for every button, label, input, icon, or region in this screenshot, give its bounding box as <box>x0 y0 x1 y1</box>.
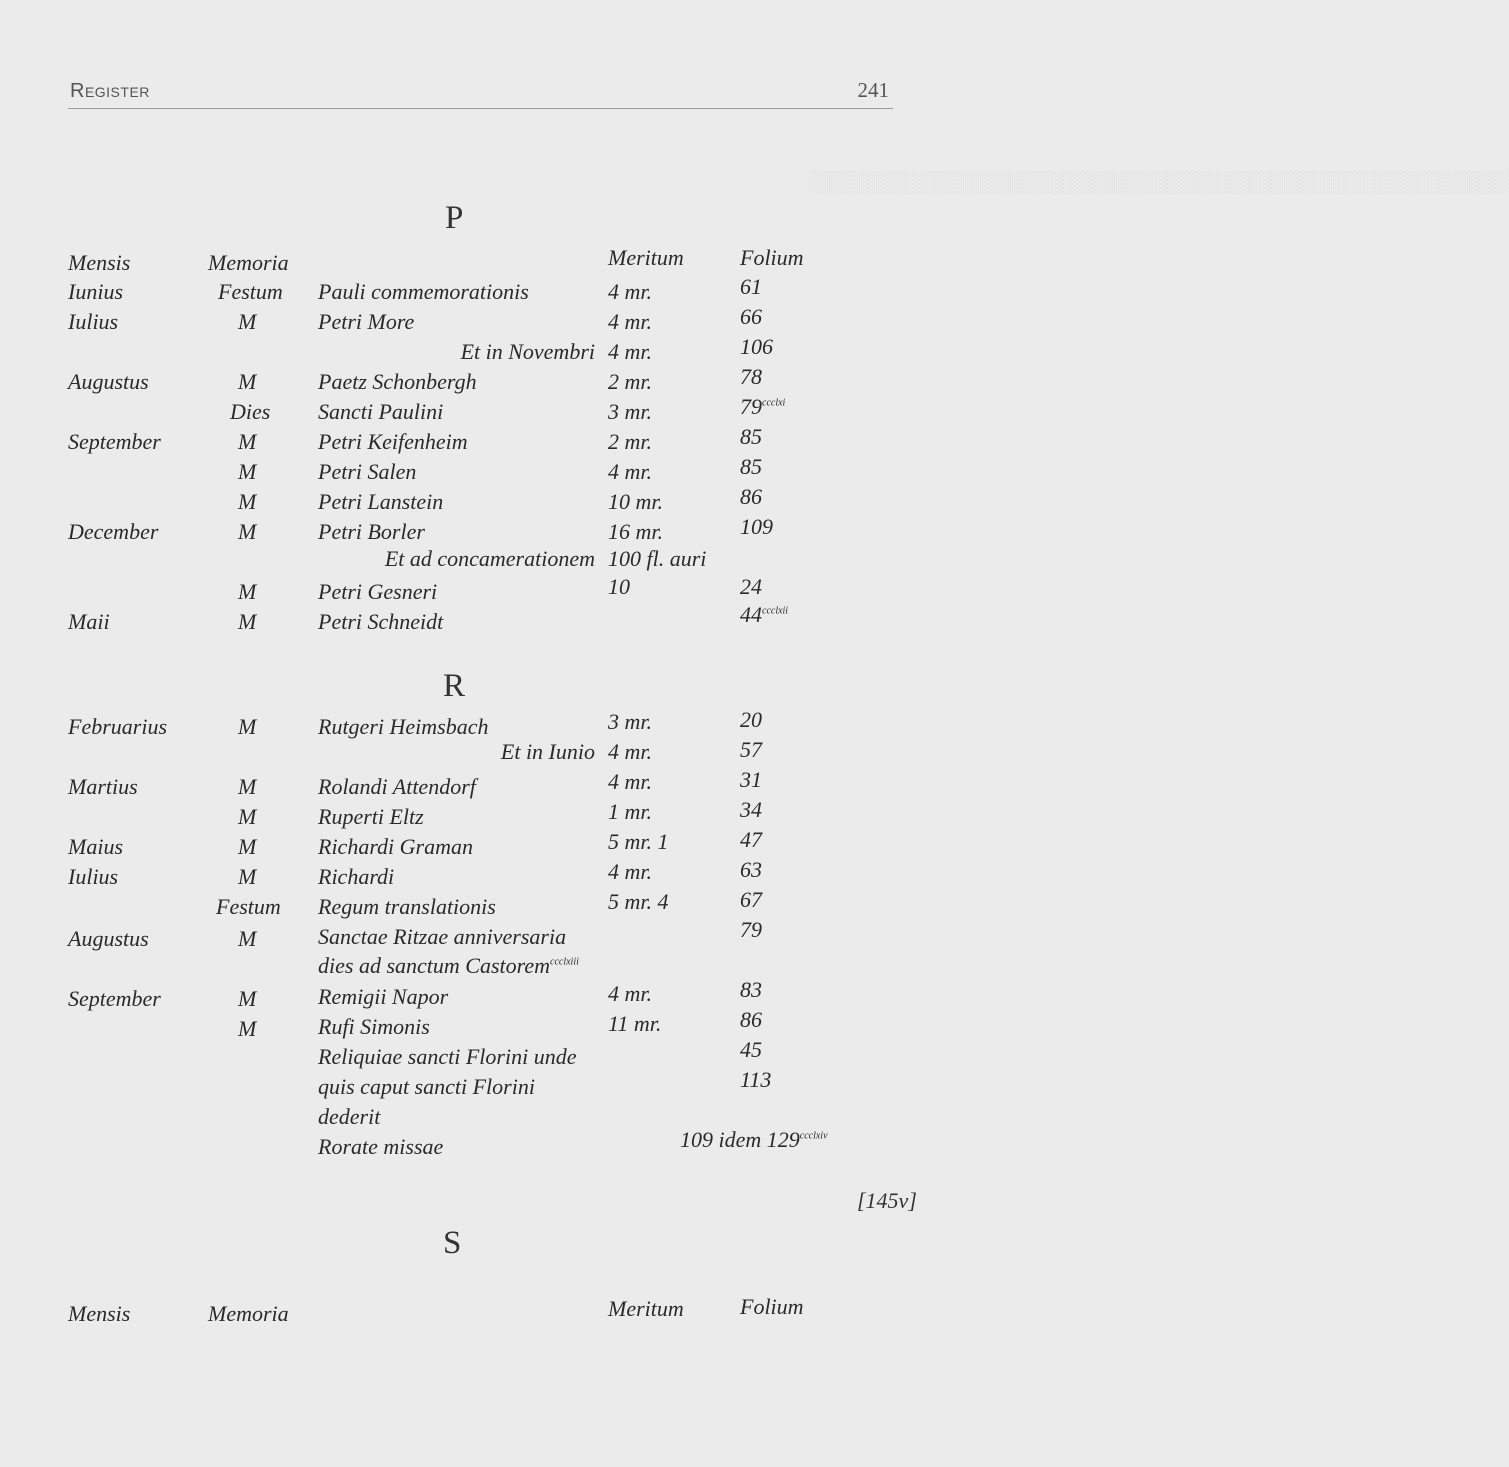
row-name: Et in Novembri <box>460 339 595 364</box>
row-memoria: M <box>238 774 257 799</box>
row-name: Sanctae Ritzae anniversaria <box>318 924 567 949</box>
row-meritum: 1 mr. <box>608 799 653 824</box>
row-folium: 83 <box>740 977 762 1002</box>
section-letter-p: P <box>445 200 464 236</box>
running-head-title: Register <box>70 80 150 102</box>
row-name: dederit <box>318 1104 381 1129</box>
row-mensis: September <box>68 429 161 454</box>
row-meritum: 4 mr. <box>608 459 653 484</box>
column-header-mensis: Mensis <box>68 250 131 275</box>
row-memoria: M <box>238 926 257 951</box>
row-folium: 109 idem $129^{ccclxiv}$ <box>680 1127 828 1152</box>
column-header-memoria: Memoria <box>208 1301 289 1326</box>
row-folium: 61 <box>740 274 762 299</box>
row-folium: 66 <box>740 304 762 329</box>
row-name: Richardi <box>318 864 395 889</box>
row-memoria: M <box>238 459 257 484</box>
column-header-folium: Folium <box>740 1294 804 1319</box>
row-meritum: 5 mr. 1 <box>608 829 669 854</box>
row-name: Petri Borler <box>318 519 425 544</box>
row-memoria: M <box>238 714 257 739</box>
row-folium: 79 <box>740 917 762 942</box>
row-name: quis caput sancti Florini <box>318 1074 535 1099</box>
row-name: Reliquiae sancti Florini unde <box>318 1044 577 1069</box>
row-folium: 57 <box>740 737 762 762</box>
row-meritum: 100 fl. auri <box>608 546 707 571</box>
footnote-marker: ccclxiii <box>550 956 579 968</box>
row-memoria: M <box>238 429 257 454</box>
row-mensis: Augustus <box>68 926 149 951</box>
row-folium: 67 <box>740 887 762 912</box>
row-folium: 106 <box>740 334 773 359</box>
row-meritum: 2 mr. <box>608 369 653 394</box>
row-memoria: M <box>238 864 257 889</box>
row-meritum: 4 mr. <box>608 769 653 794</box>
bleed-through-text: ░░░░░░░░░░░░░░░░░░░░░░░░░░░░░░░░░░░░░░░░░░░░░░░ <box>810 170 1509 194</box>
row-meritum: 4 mr. <box>608 279 653 304</box>
row-name: Petri Salen <box>318 459 417 484</box>
footnote-marker: ccclxiv <box>799 1130 828 1142</box>
column-header-meritum: Meritum <box>608 245 684 270</box>
column-header-mensis: Mensis <box>68 1301 131 1326</box>
row-mensis: Augustus <box>68 369 149 394</box>
row-folium: 85 <box>740 424 762 449</box>
row-mensis: Maius <box>68 834 123 859</box>
row-meritum: 4 mr. <box>608 981 653 1006</box>
row-mensis: Iunius <box>68 279 123 304</box>
row-meritum: 10 mr. <box>608 489 664 514</box>
row-name: Petri Gesneri <box>318 579 438 604</box>
column-header-folium: Folium <box>740 245 804 270</box>
row-folium: 86 <box>740 1007 762 1032</box>
row-meritum: 10 <box>608 574 630 599</box>
row-folium: 34 <box>740 797 762 822</box>
row-meritum: 2 mr. <box>608 429 653 454</box>
row-memoria: M <box>238 804 257 829</box>
row-mensis: September <box>68 986 161 1011</box>
row-meritum: 16 mr. <box>608 519 664 544</box>
row-meritum: 5 mr. 4 <box>608 889 669 914</box>
running-head <box>68 78 893 109</box>
row-folium: 20 <box>740 707 762 732</box>
row-folium: 24 <box>740 574 762 599</box>
column-header-memoria: Memoria <box>208 250 289 275</box>
section-letter-s: S <box>443 1225 462 1261</box>
row-name: Remigii Napor <box>318 984 449 1009</box>
row-name: Petri Lanstein <box>318 489 444 514</box>
row-meritum: 3 mr. <box>608 399 653 424</box>
row-meritum: 11 mr. <box>608 1011 662 1036</box>
row-folium: 63 <box>740 857 762 882</box>
row-meritum: 4 mr. <box>608 739 653 764</box>
footnote-marker: ccclxii <box>762 605 789 617</box>
column-header-meritum: Meritum <box>608 1296 684 1321</box>
row-folium: 45 <box>740 1037 762 1062</box>
row-folium: 47 <box>740 827 762 852</box>
row-memoria: Festum <box>218 279 283 304</box>
row-name: Et in Iunio <box>500 739 595 764</box>
row-name: Rolandi Attendorf <box>318 774 476 799</box>
row-memoria: Festum <box>216 894 281 919</box>
row-name: Rutgeri Heimsbach <box>318 714 489 739</box>
row-meritum: 4 mr. <box>608 309 653 334</box>
folio-marker: [145v] <box>857 1188 917 1213</box>
row-memoria: M <box>238 609 257 634</box>
row-memoria: M <box>238 986 257 1011</box>
row-name: Ruperti Eltz <box>318 804 424 829</box>
row-name: Pauli commemorationis <box>318 279 529 304</box>
row-meritum: 4 mr. <box>608 859 653 884</box>
row-memoria: M <box>238 834 257 859</box>
row-name: Rorate missae <box>318 1134 444 1159</box>
row-folium: 31 <box>740 767 762 792</box>
row-mensis: Maii <box>68 609 110 634</box>
row-name: Paetz Schonbergh <box>318 369 477 394</box>
row-name: Petri Keifenheim <box>318 429 468 454</box>
row-folium: $79^{ccclxi}$ <box>740 394 786 419</box>
row-name: Sancti Paulini <box>318 399 444 424</box>
footnote-marker: ccclxi <box>762 397 786 409</box>
row-folium: 85 <box>740 454 762 479</box>
row-memoria: M <box>238 519 257 544</box>
row-memoria: Dies <box>230 399 271 424</box>
row-folium: $44^{ccclxii}$ <box>740 602 789 627</box>
row-meritum: 4 mr. <box>608 339 653 364</box>
row-name: Regum translationis <box>318 894 496 919</box>
row-name: dies ad sanctum Castorem$^{ccclxiii}$ <box>318 953 579 978</box>
row-memoria: M <box>238 579 257 604</box>
row-name: Petri Schneidt <box>318 609 444 634</box>
row-memoria: M <box>238 309 257 334</box>
row-name: Richardi Graman <box>318 834 474 859</box>
row-memoria: M <box>238 1016 257 1041</box>
row-mensis: Februarius <box>68 714 167 739</box>
row-mensis: December <box>68 519 159 544</box>
row-meritum: 3 mr. <box>608 709 653 734</box>
row-folium: 109 <box>740 514 773 539</box>
row-folium: 78 <box>740 364 762 389</box>
row-folium: 113 <box>740 1067 772 1092</box>
row-memoria: M <box>238 369 257 394</box>
row-mensis: Martius <box>68 774 138 799</box>
page-number: 241 <box>857 78 889 102</box>
section-letter-r: R <box>443 668 466 704</box>
row-name: Petri More <box>318 309 415 334</box>
row-folium: 86 <box>740 484 762 509</box>
row-name: Rufi Simonis <box>318 1014 430 1039</box>
row-memoria: M <box>238 489 257 514</box>
row-name: Et ad concamerationem <box>384 546 595 571</box>
row-mensis: Iulius <box>68 864 119 889</box>
row-mensis: Iulius <box>68 309 119 334</box>
